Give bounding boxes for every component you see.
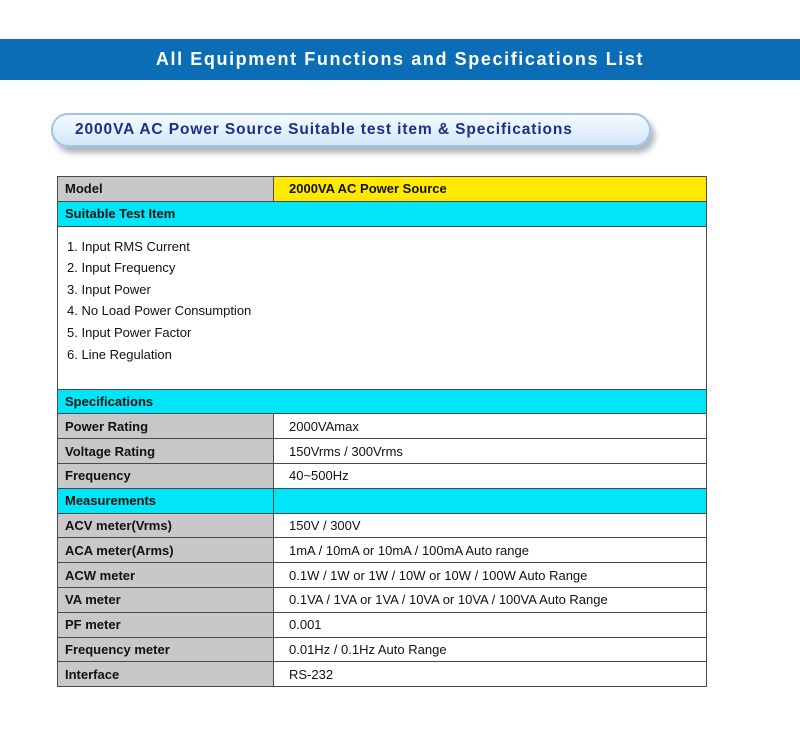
measurement-label: ACV meter(Vrms) xyxy=(58,513,274,538)
page-title: All Equipment Functions and Specifications List xyxy=(155,49,645,69)
spec-table xyxy=(57,176,707,687)
measurement-row xyxy=(58,612,707,637)
measurement-row xyxy=(58,563,707,588)
suitable-item: 1. Input RMS Current xyxy=(67,238,190,254)
spec-label: Frequency xyxy=(58,463,274,488)
measurement-row xyxy=(58,637,707,662)
measurement-row xyxy=(58,538,707,563)
model-row xyxy=(58,177,707,202)
suitable-item: 2. Input Frequency xyxy=(67,260,176,276)
measurement-label: VA meter xyxy=(58,587,274,612)
spec-label: Voltage Rating xyxy=(58,439,274,464)
spec-label: Power Rating xyxy=(58,414,274,439)
suitable-item: 3. Input Power xyxy=(67,281,151,297)
measurements-header-blank xyxy=(274,488,707,513)
suitable-test-item-header: Suitable Test Item xyxy=(58,201,707,226)
measurement-value: 150V / 300V xyxy=(274,513,707,538)
model-label: Model xyxy=(58,177,274,202)
measurement-row xyxy=(58,513,707,538)
measurement-label: ACA meter(Arms) xyxy=(58,538,274,563)
suitable-item: 4. No Load Power Consumption xyxy=(67,303,252,319)
spec-row xyxy=(58,414,707,439)
measurement-label: Frequency meter xyxy=(58,637,274,662)
section-heading xyxy=(51,113,651,147)
spec-row xyxy=(58,439,707,464)
spec-value: 150Vrms / 300Vrms xyxy=(274,439,707,464)
measurement-value: 1mA / 10mA or 10mA / 100mA Auto range xyxy=(274,538,707,563)
measurement-value: 0.001 xyxy=(274,612,707,637)
measurement-value: 0.01Hz / 0.1Hz Auto Range xyxy=(274,637,707,662)
specifications-header-row xyxy=(58,389,707,414)
page-title-banner xyxy=(0,39,800,80)
measurement-label: PF meter xyxy=(58,612,274,637)
measurement-value: 0.1W / 1W or 1W / 10W or 10W / 100W Auto Range xyxy=(274,563,707,588)
suitable-item: 6. Line Regulation xyxy=(67,346,172,362)
suitable-items-cell xyxy=(58,226,707,389)
measurements-header-row xyxy=(58,488,707,513)
section-heading-title: 2000VA AC Power Source Suitable test item & Specifications xyxy=(75,121,573,138)
suitable-test-item-header-row xyxy=(58,201,707,226)
spec-row xyxy=(58,463,707,488)
measurement-row xyxy=(58,587,707,612)
spec-value: 2000VAmax xyxy=(274,414,707,439)
specifications-header: Specifications xyxy=(58,389,707,414)
measurement-label: Interface xyxy=(58,662,274,687)
measurements-header: Measurements xyxy=(58,488,274,513)
measurement-value: RS-232 xyxy=(274,662,707,687)
measurement-value: 0.1VA / 1VA or 1VA / 10VA or 10VA / 100VA Auto Range xyxy=(274,587,707,612)
spec-value: 40~500Hz xyxy=(274,463,707,488)
measurement-label: ACW meter xyxy=(58,563,274,588)
suitable-items-row xyxy=(58,226,707,389)
measurement-row xyxy=(58,662,707,687)
suitable-item: 5. Input Power Factor xyxy=(67,324,192,340)
model-value: 2000VA AC Power Source xyxy=(274,177,707,202)
